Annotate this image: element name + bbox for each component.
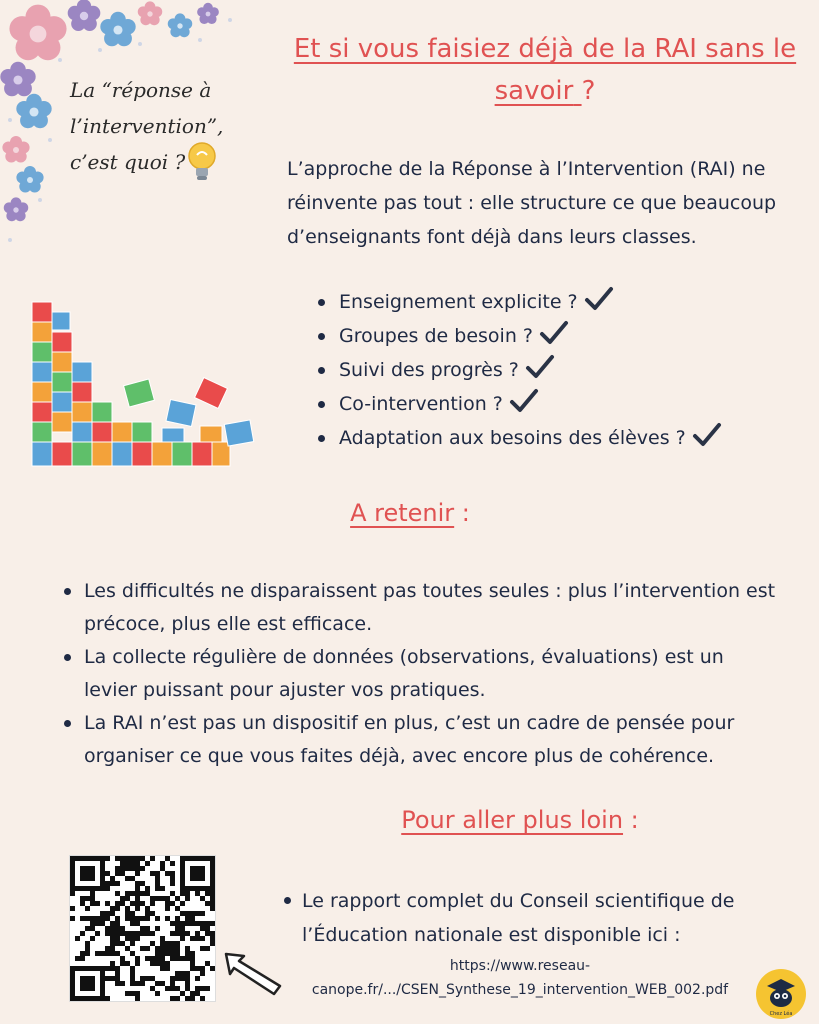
arrow-icon xyxy=(222,948,286,998)
side-question: La “réponse à l’intervention”, c’est quoi ? xyxy=(70,78,224,174)
list-item: Groupes de besoin ? xyxy=(313,319,793,353)
rai-checklist xyxy=(313,285,793,455)
list-item: La RAI n’est pas un dispositif en plus, c’est un cadre de pensée pour organiser ce que vous faites déjà, avec encore plus de cohérence. xyxy=(62,707,782,773)
checkmark-icon xyxy=(584,286,614,312)
flower-icon xyxy=(9,5,66,61)
checkmark-icon xyxy=(692,422,722,448)
flower-icon xyxy=(2,136,29,163)
flower-icon xyxy=(168,13,192,37)
flower-icon xyxy=(100,12,135,46)
intro-paragraph: L’approche de la Réponse à l’Intervention (RAI) ne réinvente pas tout : elle structure ce que beaucoup d’enseignants font déjà dans leurs classes. xyxy=(287,158,777,248)
qr-code[interactable] xyxy=(70,856,215,1001)
flower-icon xyxy=(138,1,162,25)
report-link[interactable]: https://www.reseau- canope.fr/.../CSEN_Synthese_19_intervention_WEB_002.pdf xyxy=(311,958,729,998)
section-heading-retenir: A retenir : xyxy=(350,499,470,527)
logo-text: Chez Léa xyxy=(769,1011,793,1017)
owl-logo xyxy=(755,968,807,1020)
checkmark-icon xyxy=(539,320,569,346)
puzzle-illustration xyxy=(30,298,270,470)
checkmark-icon xyxy=(509,388,539,414)
retenir-list xyxy=(62,575,782,773)
lightbulb-icon xyxy=(185,140,219,186)
flower-icon xyxy=(197,3,219,24)
list-item: Suivi des progrès ? xyxy=(313,353,793,387)
list-item: Enseignement explicite ? xyxy=(313,285,793,319)
checkmark-icon xyxy=(525,354,555,380)
flower-icon xyxy=(4,197,28,221)
report-item: Le rapport complet du Conseil scientifique de l’Éducation nationale est disponible ici : xyxy=(282,884,802,952)
section-heading-loin: Pour aller plus loin : xyxy=(401,806,639,834)
flower-icon xyxy=(68,0,101,31)
list-item: La collecte régulière de données (observations, évaluations) est un levier puissant pour ajuster vos pratiques. xyxy=(62,641,782,707)
list-item: Les difficultés ne disparaissent pas toutes seules : plus l’intervention est précoce, plus elle est efficace. xyxy=(62,575,782,641)
page-title: Et si vous faisiez déjà de la RAI sans le savoir ? xyxy=(293,34,797,106)
list-item: Co-intervention ? xyxy=(313,387,793,421)
flower-icon xyxy=(0,62,35,96)
flower-icon xyxy=(16,166,43,193)
flower-icon xyxy=(16,94,51,128)
list-item: Adaptation aux besoins des élèves ? xyxy=(313,421,793,455)
